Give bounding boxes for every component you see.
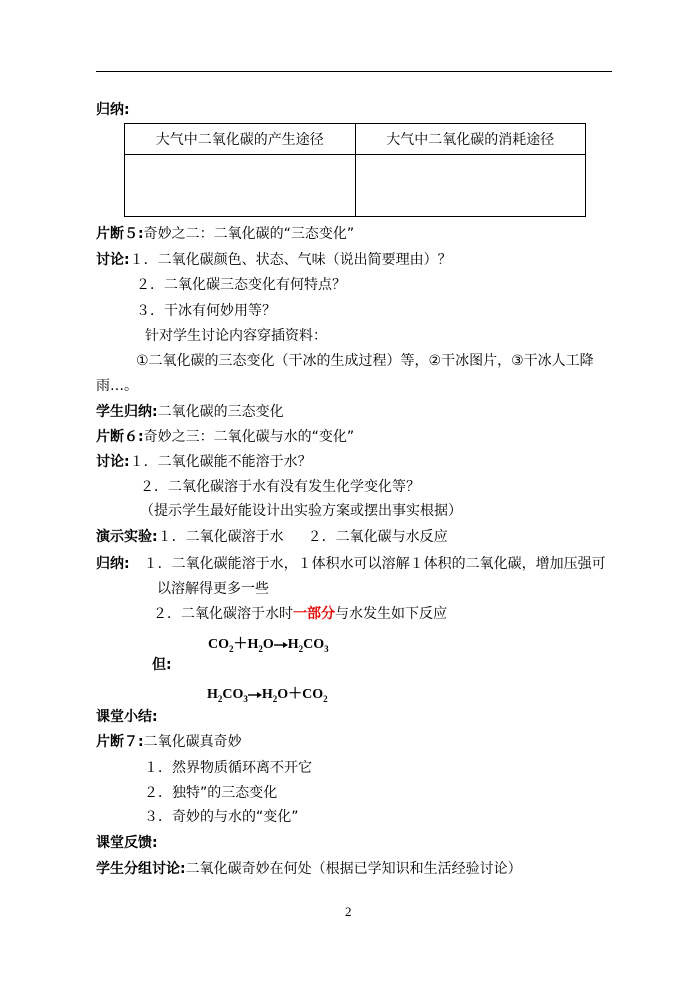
- demo-label: 演示实验:: [96, 529, 158, 545]
- eq1-h: H: [247, 637, 259, 652]
- discussion-2-q2: ２．二氧化碳溶于水有没有发生化学变化等？: [140, 479, 420, 495]
- student-summary: [96, 403, 284, 421]
- eq2-h: H: [207, 687, 218, 702]
- demo-experiment: [96, 528, 448, 546]
- summary-2-p1-line2: 以溶解得更多一些: [157, 581, 269, 597]
- eq2-h2: H: [261, 687, 273, 702]
- class-summary-heading: 课堂小结:: [96, 709, 158, 725]
- segment-7-text: 二氧化碳真奇妙: [143, 734, 242, 750]
- eq1-co-sub: 2: [229, 643, 234, 654]
- group-discussion-text: 二氧化碳奇妙在何处（根据已学知识和生活经验讨论）: [185, 861, 522, 877]
- discussion-2-q1: １．二氧化碳能不能溶于水？: [129, 454, 312, 470]
- summary-2-p2: [153, 605, 447, 623]
- segment-7-item-3: ３．奇妙的与水的“变化”: [144, 809, 299, 825]
- segment-5-label: 片断５:: [96, 226, 144, 242]
- table-header-source: 大气中二氧化碳的产生途径: [125, 124, 356, 155]
- table-header-sink: 大气中二氧化碳的消耗途径: [355, 124, 586, 155]
- material-note: 针对学生讨论内容穿插资料：: [145, 328, 327, 344]
- eq1-co3-sub: 3: [324, 643, 329, 654]
- material-line-1: ①二氧化碳的三态变化（干冰的生成过程）等，②干冰图片，③干冰人工降: [136, 353, 594, 369]
- discussion-1-q2: ２．二氧化碳三态变化有何特点？: [136, 277, 346, 293]
- discussion-2: [96, 453, 312, 471]
- segment-7-item-1: １．然界物质循环离不开它: [144, 760, 312, 776]
- segment-5-text: 奇妙之二：二氧化碳的“三态变化”: [143, 226, 355, 242]
- discussion-1-label: 讨论:: [96, 252, 130, 268]
- eq2-h2-sub: 2: [272, 693, 278, 704]
- group-discussion-label: 学生分组讨论:: [96, 861, 186, 877]
- eq2-h-sub: 2: [217, 693, 223, 704]
- table-cell-source: [125, 155, 356, 217]
- eq2-o: O: [277, 687, 289, 702]
- table-cell-sink: [355, 155, 586, 217]
- eq1-plus: ＋: [233, 637, 248, 652]
- eq1-h2: H: [287, 637, 299, 652]
- segment-6-text: 奇妙之三：二氧化碳与水的“变化”: [143, 429, 355, 445]
- summary-2-p2-highlight: 一部分: [293, 606, 335, 622]
- co2-pathway-table: [124, 123, 586, 217]
- material-line-2: 雨…。: [96, 378, 138, 394]
- segment-5: [96, 225, 354, 243]
- page-number: 2: [345, 904, 352, 919]
- segment-6: [96, 428, 354, 446]
- eq2-co: CO: [222, 687, 244, 702]
- demo-item-1: １．二氧化碳溶于水: [157, 529, 284, 545]
- equation-2: [207, 683, 328, 704]
- discussion-2-label: 讨论:: [96, 454, 130, 470]
- equation-1: [208, 633, 329, 654]
- student-summary-label: 学生归纳:: [96, 404, 158, 420]
- eq1-co: CO: [208, 637, 229, 652]
- segment-7: [96, 733, 242, 751]
- discussion-1: [96, 251, 452, 269]
- eq1-h2-sub: 2: [298, 643, 304, 654]
- demo-item-2: ２．二氧化碳与水反应: [307, 529, 448, 545]
- reaction-arrow-icon: [248, 691, 262, 699]
- discussion-1-q1: １．二氧化碳颜色、状态、气味（说出简要理由）？: [129, 252, 452, 268]
- segment-7-item-2: ２．独特”的三态变化: [144, 785, 278, 801]
- eq1-co3: CO: [303, 637, 325, 652]
- header-rule: [96, 71, 612, 72]
- discussion-2-hint: （提示学生最好能设计出实验方案或摆出事实根据）: [140, 503, 462, 519]
- reaction-arrow-icon: [274, 641, 288, 649]
- segment-7-label: 片断７:: [96, 734, 144, 750]
- eq2-co2: CO: [302, 687, 324, 702]
- segment-6-label: 片断６:: [96, 429, 144, 445]
- summary-2: [96, 555, 606, 573]
- summary-2-label: 归纳:: [96, 556, 130, 572]
- summary-heading: 归纳:: [96, 102, 130, 118]
- summary-2-p2-pre: ２．二氧化碳溶于水时: [153, 606, 293, 622]
- group-discussion: [96, 860, 522, 878]
- eq2-co2-sub: 2: [323, 693, 328, 704]
- discussion-1-q3: ３．干冰有何妙用等？: [136, 303, 276, 319]
- but-label: 但:: [152, 657, 172, 673]
- summary-2-p2-post: 与水发生如下反应: [335, 606, 447, 622]
- eq2-plus: ＋: [288, 687, 303, 702]
- eq1-h-sub: 2: [258, 643, 263, 654]
- feedback-heading: 课堂反馈:: [96, 835, 158, 851]
- student-summary-text: 二氧化碳的三态变化: [157, 404, 284, 420]
- eq1-o: O: [262, 637, 274, 652]
- summary-2-p1-line1: １．二氧化碳能溶于水，１体积水可以溶解１体积的二氧化碳，增加压强可: [143, 556, 606, 572]
- eq2-co-sub: 3: [243, 693, 248, 704]
